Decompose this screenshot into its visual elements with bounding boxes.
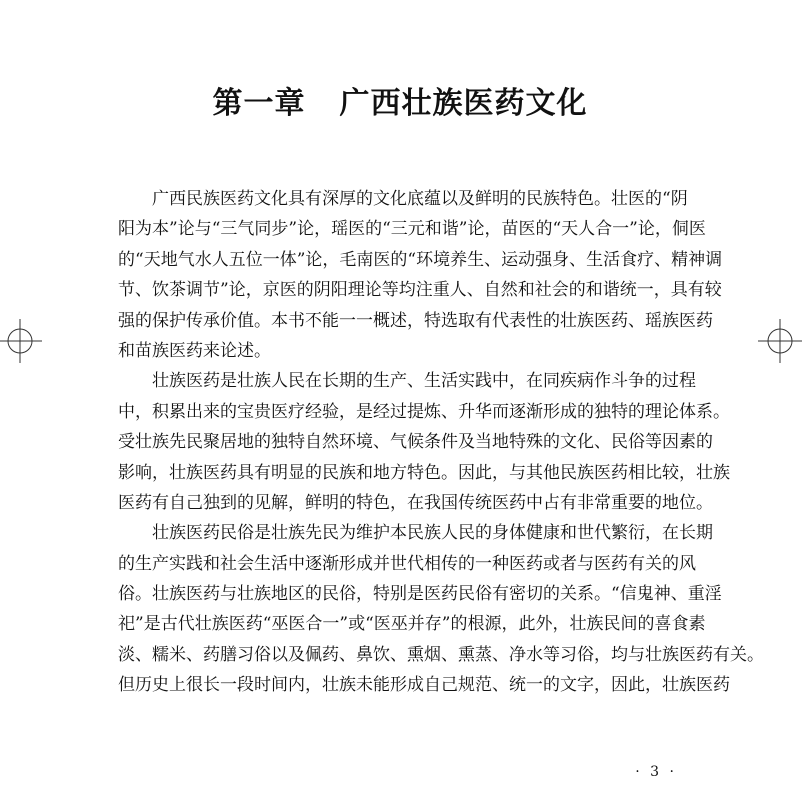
registration-mark-icon bbox=[0, 319, 42, 363]
text-line: 壮族医药民俗是壮族先民为维护本民族人民的身体健康和世代繁衍，在长期 bbox=[152, 523, 713, 544]
text-line: 的生产实践和社会生活中逐渐形成并世代相传的一种医药或者与医药有关的风 bbox=[118, 553, 696, 574]
paragraph bbox=[118, 366, 730, 518]
page-number: · 3 · bbox=[635, 764, 677, 780]
chapter-name: 广西壮族医药文化 bbox=[339, 86, 588, 121]
text-line: 医药有自己独到的见解，鲜明的特色，在我国传统医药中占有非常重要的地位。 bbox=[118, 492, 713, 513]
body-text bbox=[118, 184, 764, 701]
text-line: 和苗族医药来论述。 bbox=[118, 340, 271, 361]
text-line: 俗。壮族医药与壮族地区的民俗，特别是医药民俗有密切的关系。“信鬼神、重淫 bbox=[118, 584, 722, 605]
chapter-title bbox=[0, 84, 800, 124]
paragraph bbox=[118, 184, 723, 366]
text-line: 壮族医药是壮族人民在长期的生产、生活实践中，在同疾病作斗争的过程 bbox=[152, 371, 696, 392]
text-line: 节、饮茶调节”论，京医的阴阳理论等均注重人、自然和社会的和谐统一，具有较 bbox=[118, 280, 722, 301]
chapter-number: 第一章 bbox=[212, 86, 306, 121]
text-line: 影响，壮族医药具有明显的民族和地方特色。因此，与其他民族医药相比较，壮族 bbox=[118, 462, 730, 483]
text-line: 但历史上很长一段时间内，壮族未能形成自己规范、统一的文字，因此，壮族医药 bbox=[118, 675, 730, 696]
paragraph bbox=[118, 518, 764, 700]
text-line: 淡、糯米、药膳习俗以及佩药、鼻饮、熏烟、熏蒸、净水等习俗，均与壮族医药有关。 bbox=[118, 644, 764, 665]
text-line: 广西民族医药文化具有深厚的文化底蕴以及鲜明的民族特色。壮医的“阴 bbox=[152, 189, 688, 209]
text-line: 祀”是古代壮族医药“巫医合一”或“医巫并存”的根源，此外，壮族民间的喜食素 bbox=[118, 614, 706, 635]
text-line: 中，积累出来的宝贵医疗经验，是经过提炼、升华而逐渐形成的独特的理论体系。 bbox=[118, 401, 730, 422]
text-line: 受壮族先民聚居地的独特自然环境、气候条件及当地特殊的文化、民俗等因素的 bbox=[118, 432, 713, 453]
text-line: 强的保护传承价值。本书不能一一概述，特选取有代表性的壮族医药、瑶族医药 bbox=[118, 310, 713, 331]
registration-mark-icon bbox=[758, 319, 802, 363]
text-line: 阳为本”论与“三气同步”论，瑶医的“三元和谐”论，苗医的“天人合一”论，侗医 bbox=[118, 219, 706, 240]
text-line: 的“天地气水人五位一体”论，毛南医的“环境养生、运动强身、生活食疗、精神调 bbox=[118, 249, 723, 270]
